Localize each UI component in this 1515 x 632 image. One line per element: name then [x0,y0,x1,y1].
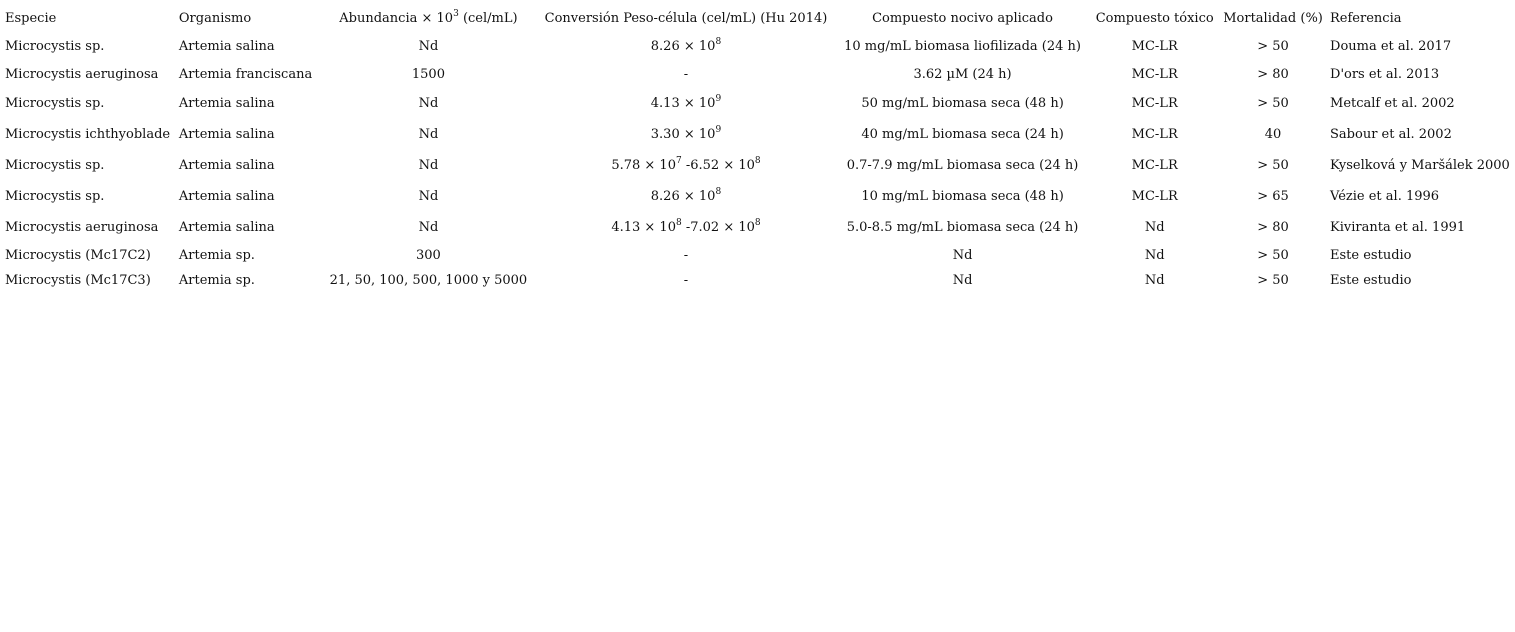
conversion-range-exponent: 8 [754,218,761,228]
cell-organismo: Artemia salina [178,158,275,173]
header-especie: Especie [5,10,57,26]
cell-referencia: Kyselková y Maršálek 2000 [1330,158,1510,173]
cell-compuesto-nocivo: 3.62 µM (24 h) [913,66,1012,82]
conversion-base: 4.13 × 10 [611,220,676,235]
cell-abundancia: Nd [418,158,439,173]
cell-mortalidad: > 50 [1257,38,1289,54]
cell-organismo: Artemia salina [178,189,275,204]
cell-compuesto-toxico: MC-LR [1131,66,1178,82]
cell-organismo: Artemia sp. [178,273,255,288]
cell-compuesto-toxico: MC-LR [1131,96,1178,111]
cell-especie: Microcystis (Mc17C3) [5,273,151,288]
cell-mortalidad: > 80 [1257,220,1289,235]
cell-organismo: Artemia salina [178,127,275,142]
table-row [2,119,1515,150]
cell-abundancia: Nd [418,220,439,235]
cell-abundancia: 300 [416,248,441,263]
cell-compuesto-toxico: MC-LR [1131,189,1178,204]
cell-conversion [537,32,835,60]
conversion-base: - [683,273,689,288]
cell-compuesto-nocivo: Nd [952,273,973,288]
cell-conversion [537,181,835,212]
header-conversion: Conversión Peso-célula (cel/mL) (Hu 2014) [544,10,828,26]
cell-compuesto-nocivo: 5.0-8.5 mg/mL biomasa seca (24 h) [846,220,1079,235]
header-referencia: Referencia [1330,10,1402,26]
header-abundancia-unit: (cel/mL) [458,10,518,26]
cell-mortalidad: > 50 [1257,96,1289,111]
header-compuesto-nocivo: Compuesto nocivo aplicado [872,10,1053,26]
cell-compuesto-nocivo: 0.7-7.9 mg/mL biomasa seca (24 h) [846,158,1079,173]
data-table [2,4,1515,293]
cell-organismo: Artemia salina [178,38,275,54]
conversion-base: 3.30 × 10 [650,127,716,142]
table-row [2,32,1515,60]
cell-compuesto-nocivo: 10 mg/mL biomasa liofilizada (24 h) [844,38,1081,54]
cell-compuesto-toxico: Nd [1144,248,1165,263]
cell-conversion [537,60,835,88]
cell-compuesto-toxico: Nd [1144,220,1165,235]
cell-abundancia: Nd [418,189,439,204]
conversion-base: - [683,66,689,82]
cell-conversion [537,212,835,243]
conversion-range-base: -6.52 × 10 [681,158,755,173]
cell-abundancia: Nd [418,96,439,111]
cell-compuesto-toxico: MC-LR [1131,158,1178,173]
header-abundancia-text: Abundancia × 10 [339,10,454,26]
cell-abundancia: 1500 [411,66,445,82]
table-row [2,88,1515,119]
table-row [2,150,1515,181]
conversion-base: 8.26 × 10 [650,38,716,54]
header-abundancia-exponent: 3 [453,8,459,19]
cell-conversion [537,119,835,150]
table-row [2,212,1515,243]
cell-compuesto-nocivo: 50 mg/mL biomasa seca (48 h) [861,96,1064,111]
cell-mortalidad: 40 [1264,127,1282,142]
conversion-base: 8.26 × 10 [650,189,716,204]
conversion-range-exponent: 8 [754,156,761,166]
cell-especie: Microcystis sp. [5,158,105,173]
cell-organismo: Artemia franciscana [178,66,313,82]
header-row [2,4,1515,32]
cell-compuesto-nocivo: 40 mg/mL biomasa seca (24 h) [861,127,1064,142]
conversion-exponent: 8 [715,36,722,47]
cell-mortalidad: > 65 [1257,189,1289,204]
cell-referencia: Este estudio [1330,273,1412,288]
cell-organismo: Artemia sp. [178,248,255,263]
header-organismo: Organismo [178,10,252,26]
cell-compuesto-toxico: MC-LR [1131,127,1178,142]
cell-organismo: Artemia salina [178,220,275,235]
cell-referencia: Vézie et al. 1996 [1330,189,1440,204]
cell-compuesto-toxico: MC-LR [1131,38,1178,54]
cell-referencia: Kiviranta et al. 1991 [1330,220,1466,235]
header-compuesto-toxico: Compuesto tóxico [1095,10,1214,26]
cell-especie: Microcystis ichthyoblade [5,127,171,142]
conversion-exponent: 8 [715,187,722,197]
conversion-exponent: 9 [715,94,722,104]
conversion-exponent: 7 [675,156,682,166]
cell-referencia: Este estudio [1330,248,1412,263]
cell-especie: Microcystis aeruginosa [5,66,159,82]
table-row [2,60,1515,88]
table-row [2,268,1515,293]
cell-referencia: Metcalf et al. 2002 [1330,96,1455,111]
conversion-base: 5.78 × 10 [611,158,676,173]
cell-especie: Microcystis sp. [5,38,105,54]
cell-conversion [537,268,835,293]
cell-conversion [537,243,835,268]
conversion-exponent: 8 [675,218,682,228]
cell-compuesto-nocivo: Nd [952,248,973,263]
cell-especie: Microcystis aeruginosa [5,220,159,235]
conversion-range-base: -7.02 × 10 [681,220,755,235]
cell-conversion [537,88,835,119]
table-row [2,181,1515,212]
cell-mortalidad: > 50 [1257,273,1289,288]
cell-abundancia: Nd [418,127,439,142]
header-mortalidad: Mortalidad (%) [1223,10,1323,26]
conversion-base: 4.13 × 10 [650,96,716,111]
cell-conversion [537,150,835,181]
cell-organismo: Artemia salina [178,96,275,111]
table-row [2,243,1515,268]
conversion-exponent: 9 [715,125,722,135]
cell-especie: Microcystis sp. [5,96,105,111]
cell-especie: Microcystis (Mc17C2) [5,248,151,263]
conversion-base: - [683,248,689,263]
header-abundancia [320,4,537,32]
cell-abundancia: 21, 50, 100, 500, 1000 y 5000 [329,273,528,288]
cell-mortalidad: > 50 [1257,248,1289,263]
cell-abundancia: Nd [418,38,439,54]
cell-referencia: Sabour et al. 2002 [1330,127,1452,142]
cell-referencia: Douma et al. 2017 [1330,38,1452,54]
cell-compuesto-toxico: Nd [1144,273,1165,288]
table-body [2,32,1515,293]
cell-referencia: D'ors et al. 2013 [1330,66,1440,82]
cell-mortalidad: > 50 [1257,158,1289,173]
cell-mortalidad: > 80 [1257,66,1289,82]
cell-especie: Microcystis sp. [5,189,105,204]
cell-compuesto-nocivo: 10 mg/mL biomasa seca (48 h) [861,189,1064,204]
